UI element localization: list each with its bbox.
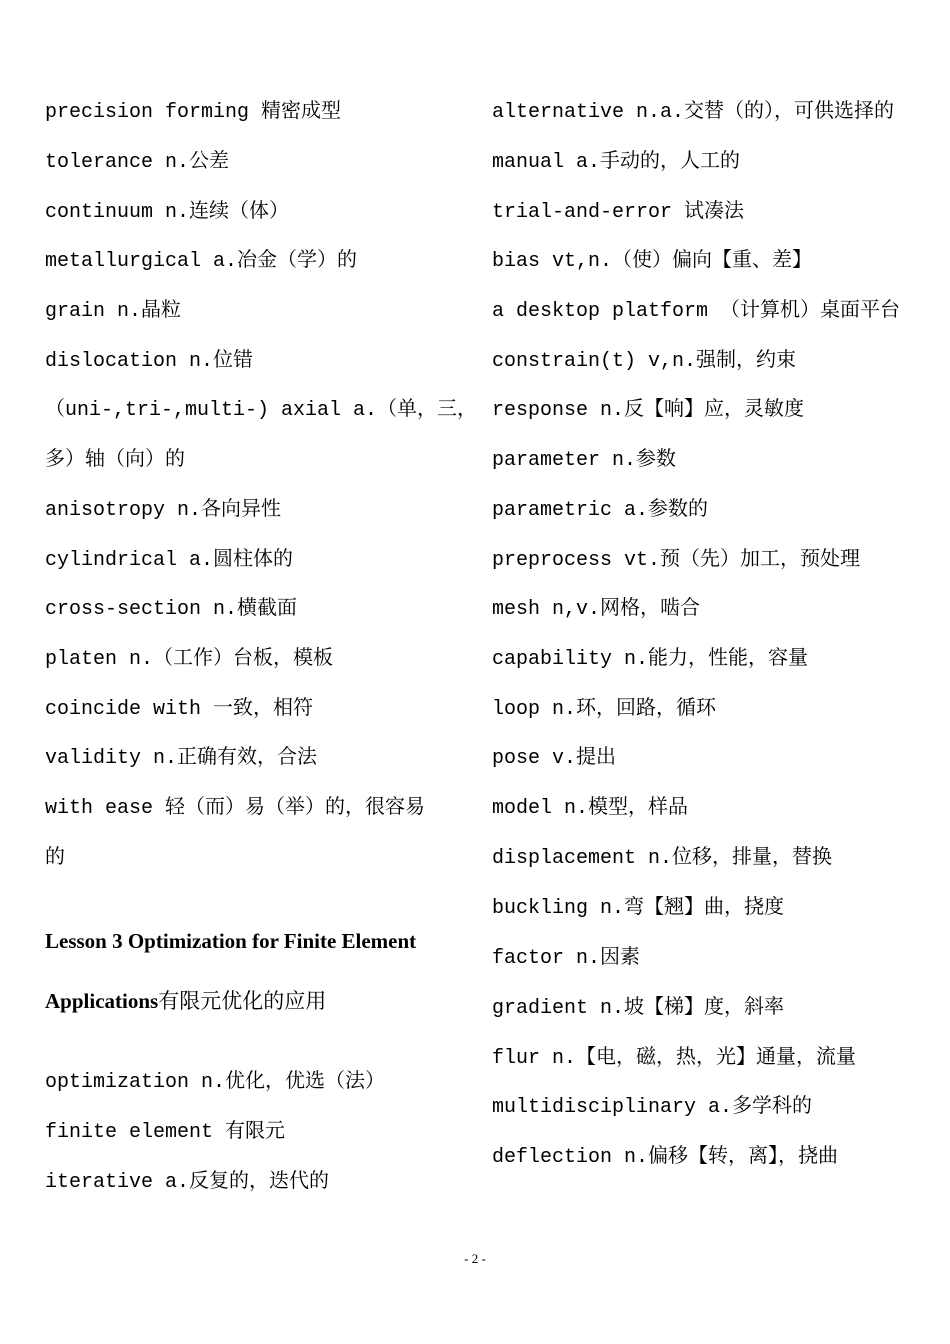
lesson-heading-zh: 有限元优化的应用 [158,989,327,1013]
vocab-entry: cross-section n.横截面 [45,598,298,621]
vocab-entry: mesh n,v.网格，啮合 [492,598,701,621]
vocab-entry: continuum n.连续（体） [45,201,290,224]
vocab-entry: flur n.【电，磁，热，光】通量，流量 [492,1047,857,1070]
vocab-entry: bias vt,n.（使）偏向【重、差】 [492,250,813,273]
vocab-entry: 多）轴（向）的 [45,449,185,472]
vocab-entry: capability n.能力，性能，容量 [492,648,809,671]
page-number: - 2 - [464,1251,486,1266]
vocab-entry: iterative a.反复的，迭代的 [45,1171,330,1194]
lesson-heading-line1: Lesson 3 Optimization for Finite Element [45,929,417,953]
vocab-entry: anisotropy n.各向异性 [45,499,282,522]
vocab-entry: cylindrical a.圆柱体的 [45,549,294,572]
vocab-entry: deflection n.偏移【转，离】，挠曲 [492,1146,839,1169]
vocab-entry: multidisciplinary a.多学科的 [492,1096,813,1119]
vocab-entry: displacement n.位移，排量，替换 [492,847,833,870]
vocab-entry: loop n.环，回路，循环 [492,698,717,721]
vocab-entry: preprocess vt.预（先）加工，预处理 [492,549,861,572]
vocab-entry: （uni-,tri-,multi-) axial a.（单，三， [45,399,478,422]
vocab-entry: grain n.晶粒 [45,300,182,323]
vocab-entry: factor n.因素 [492,947,641,970]
vocab-entry: buckling n.弯【翘】曲，挠度 [492,897,785,920]
vocab-entry: gradient n.坡【梯】度，斜率 [492,997,785,1020]
vocab-entry: alternative n.a.交替（的），可供选择的 [492,101,895,124]
vocab-entry: optimization n.优化，优选（法） [45,1071,386,1094]
vocab-entry: parameter n.参数 [492,449,677,472]
vocab-entry: parametric a.参数的 [492,499,709,522]
vocab-entry: platen n.（工作）台板，模板 [45,648,334,671]
vocab-entry: with ease 轻（而）易（举）的，很容易 [45,797,426,820]
vocab-entry: a desktop platform （计算机）桌面平台 [492,300,901,323]
vocab-entry: constrain(t) v,n.强制，约束 [492,350,797,373]
vocab-entry: validity n.正确有效，合法 [45,747,318,770]
vocab-entry: coincide with 一致，相符 [45,698,314,721]
vocab-entry: tolerance n.公差 [45,151,230,174]
vocab-entry: finite element 有限元 [45,1121,286,1144]
lesson-heading-en: Applications [45,989,159,1013]
vocab-entry: model n.模型，样品 [492,797,689,820]
vocab-entry: dislocation n.位错 [45,350,254,373]
vocab-entry: precision forming 精密成型 [45,101,342,124]
vocab-entry: manual a.手动的，人工的 [492,151,741,174]
vocab-entry: pose v.提出 [492,747,617,770]
vocab-entry: response n.反【响】应，灵敏度 [492,399,805,422]
vocab-entry: metallurgical a.冶金（学）的 [45,250,358,273]
lesson-heading-line2 [45,988,326,1014]
vocab-entry: trial-and-error 试凑法 [492,201,745,224]
vocab-entry: 的 [45,847,65,870]
